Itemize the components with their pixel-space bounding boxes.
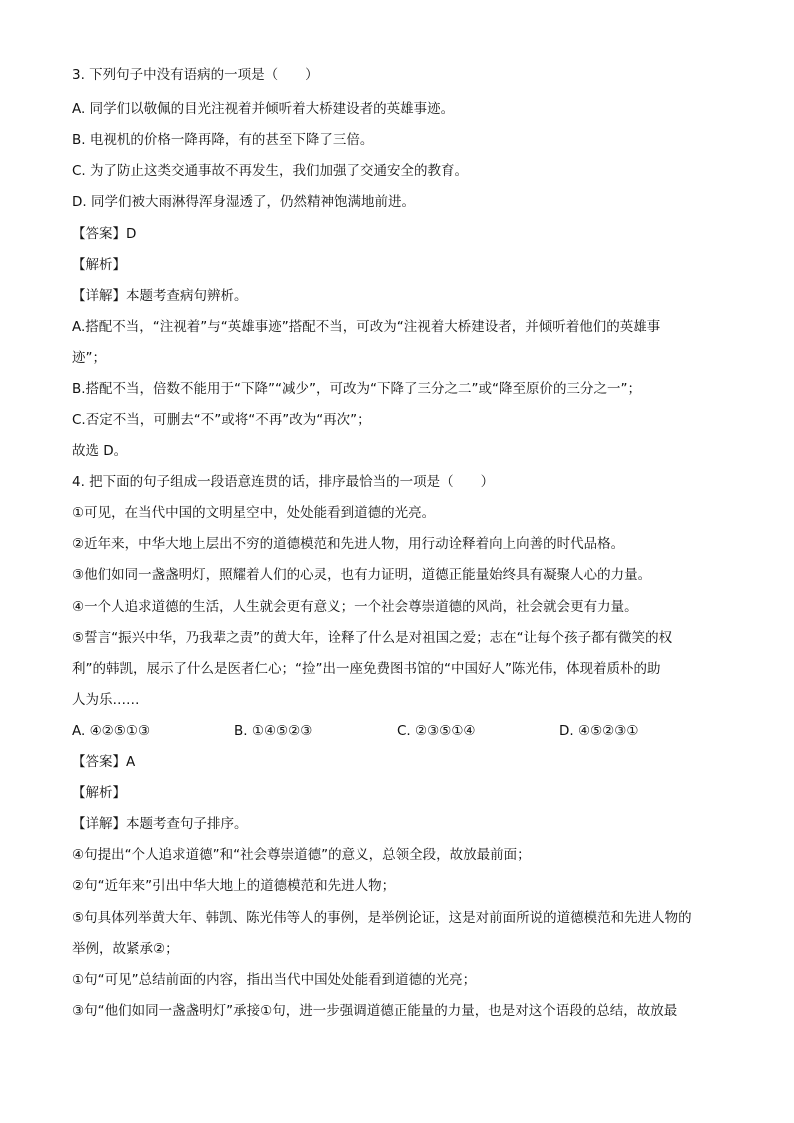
explanation-line: 举例，故紧承②； bbox=[72, 941, 179, 957]
question-3-stem: 3. 下列句子中没有语病的一项是（ ） bbox=[72, 67, 319, 83]
explanation-line: 迹”； bbox=[72, 350, 106, 366]
explanation-line: C.否定不当，可删去“不”或将“不再”改为“再次”； bbox=[72, 412, 371, 428]
option-c: C. ②③⑤①④ bbox=[397, 723, 476, 739]
analysis-label: 【解析】 bbox=[72, 257, 126, 273]
option-d: D. 同学们被大雨淋得浑身湿透了，仍然精神饱满地前进。 bbox=[72, 194, 415, 210]
option-b: B. ①④⑤②③ bbox=[234, 723, 313, 739]
analysis-label: 【解析】 bbox=[72, 785, 126, 801]
sentence-5: 人为乐…… bbox=[72, 692, 140, 708]
detail-label: 【详解】本题考查句子排序。 bbox=[72, 816, 248, 832]
sentence-1: ①可见，在当代中国的文明星空中，处处能看到道德的光亮。 bbox=[72, 505, 436, 521]
answer-label: 【答案】D bbox=[72, 226, 137, 242]
option-a: A. ④②⑤①③ bbox=[72, 723, 151, 739]
sentence-2: ②近年来，中华大地上层出不穷的道德模范和先进人物，用行动诠释着向上向善的时代品格。 bbox=[72, 536, 625, 552]
sentence-5: ⑤誓言“振兴中华，乃我辈之责”的黄大年，诠释了什么是对祖国之爱；志在“让每个孩子都有微笑的权 bbox=[72, 630, 673, 646]
sentence-3: ③他们如同一盏盏明灯，照耀着人们的心灵，也有力证明，道德正能量始终具有凝聚人心的力量。 bbox=[72, 567, 652, 583]
explanation-line: 故选 D。 bbox=[72, 443, 128, 459]
option-b: B. 电视机的价格一降再降，有的甚至下降了三倍。 bbox=[72, 132, 374, 148]
sentence-4: ④一个人追求道德的生活，人生就会更有意义；一个社会尊崇道德的风尚，社会就会更有力量。 bbox=[72, 599, 638, 615]
explanation-line: A.搭配不当，“注视着”与“英雄事迹”搭配不当，可改为“注视着大桥建设者，并倾听着他们的英雄事 bbox=[72, 319, 661, 335]
explanation-line: ④句提出“个人追求道德”和“社会尊崇道德”的意义，总领全段，故放最前面； bbox=[72, 847, 531, 863]
option-d: D. ④⑤②③① bbox=[559, 723, 639, 739]
detail-label: 【详解】本题考查病句辨析。 bbox=[72, 288, 248, 304]
option-a: A. 同学们以敬佩的目光注视着并倾听着大桥建设者的英雄事迹。 bbox=[72, 101, 455, 117]
explanation-line: ⑤句具体列举黄大年、韩凯、陈光伟等人的事例，是举例论证，这是对前面所说的道德模范和先进人物的 bbox=[72, 910, 692, 926]
sentence-5: 利”的韩凯，展示了什么是医者仁心；“捡”出一座免费图书馆的“中国好人”陈光伟，体现着质朴的助 bbox=[72, 661, 661, 677]
explanation-line: B.搭配不当，倍数不能用于“下降”“减少”，可改为“下降了三分之二”或“降至原价的三分之一”； bbox=[72, 381, 642, 397]
question-4-stem: 4. 把下面的句子组成一段语意连贯的话，排序最恰当的一项是（ ） bbox=[72, 474, 495, 490]
explanation-line: ①句“可见”总结前面的内容，指出当代中国处处能看到道德的光亮； bbox=[72, 972, 477, 988]
explanation-line: ③句“他们如同一盏盏明灯”承接①句，进一步强调道德正能量的力量，也是对这个语段的总结，故放最 bbox=[72, 1003, 678, 1019]
answer-label: 【答案】A bbox=[72, 754, 136, 770]
option-c: C. 为了防止这类交通事故不再发生，我们加强了交通安全的教育。 bbox=[72, 163, 469, 179]
explanation-line: ②句“近年来”引出中华大地上的道德模范和先进人物； bbox=[72, 878, 396, 894]
